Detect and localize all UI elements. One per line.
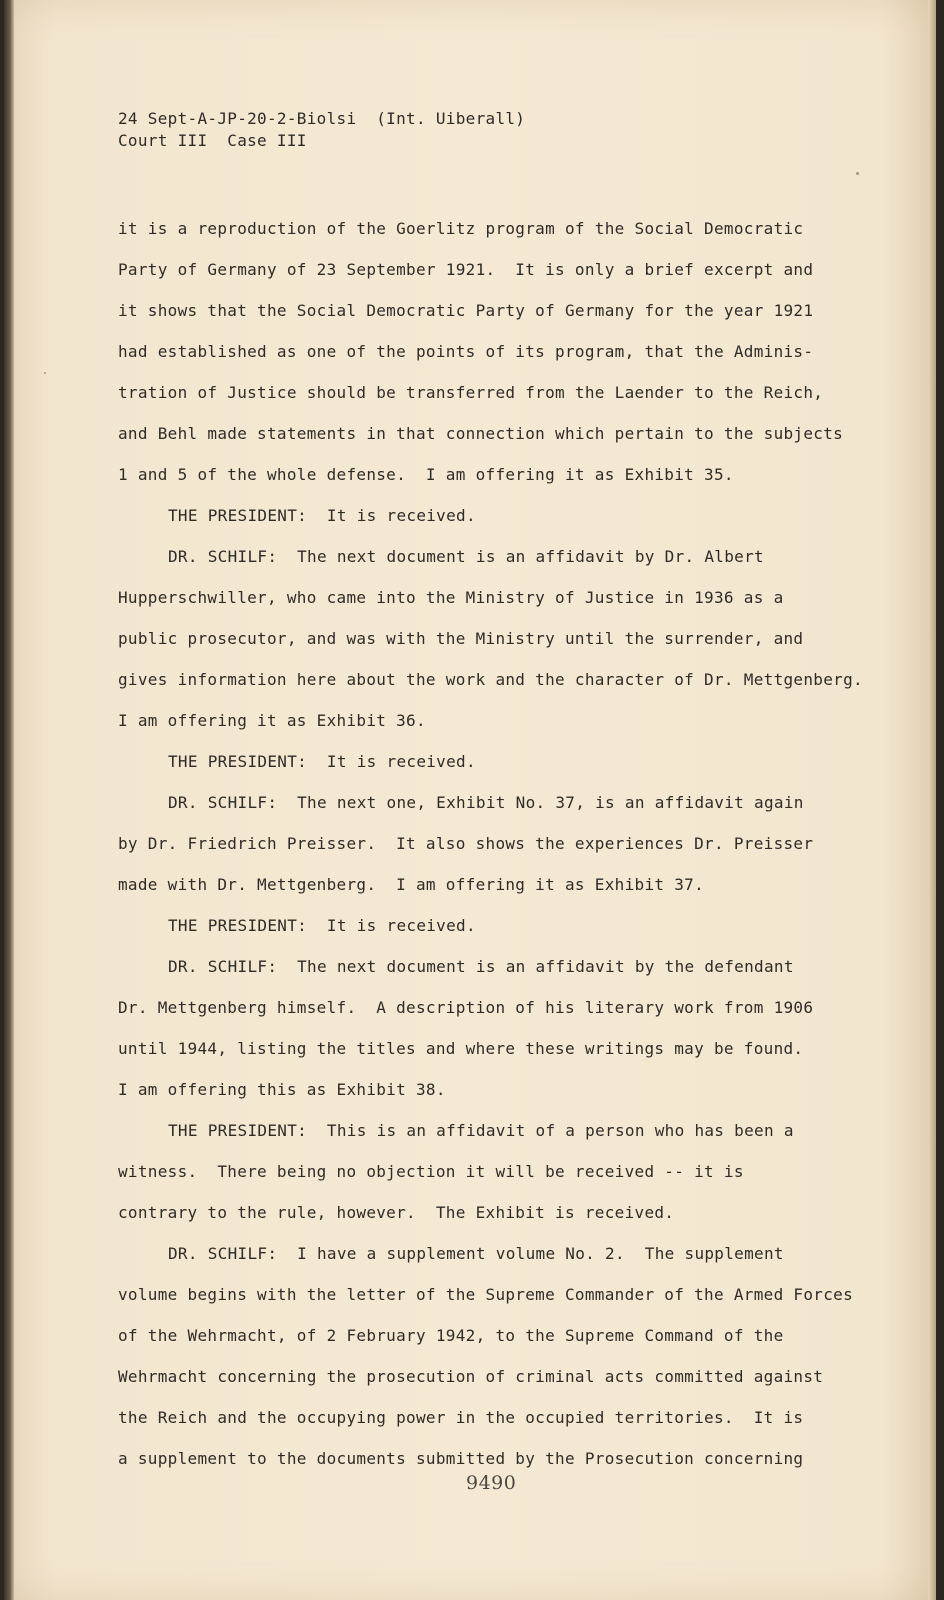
page-number: 9490 bbox=[466, 1472, 517, 1494]
text-line: volume begins with the letter of the Supreme Commander of the Armed Forces bbox=[118, 1285, 854, 1304]
text-line: the Reich and the occupying power in the occupied territories. It is bbox=[118, 1408, 804, 1427]
paper-speck bbox=[856, 172, 859, 175]
text-line: I am offering it as Exhibit 36. bbox=[118, 711, 426, 730]
text-line: by Dr. Friedrich Preisser. It also shows the experiences Dr. Preisser bbox=[118, 834, 814, 853]
text-line: it is a reproduction of the Goerlitz program of the Social Democratic bbox=[118, 219, 804, 238]
text-line: witness. There being no objection it will be received -- it is bbox=[118, 1162, 744, 1181]
text-line: Party of Germany of 23 September 1921. It is only a brief excerpt and bbox=[118, 260, 814, 279]
binding-edge bbox=[4, 0, 14, 1600]
text-line: public prosecutor, and was with the Ministry until the surrender, and bbox=[118, 629, 804, 648]
text-line: 1 and 5 of the whole defense. I am offering it as Exhibit 35. bbox=[118, 465, 734, 484]
transcript-body bbox=[118, 208, 878, 1479]
page-edge bbox=[928, 0, 936, 1600]
speaker-line: DR. SCHILF: The next one, Exhibit No. 37, is an affidavit again bbox=[168, 793, 804, 812]
text-line: of the Wehrmacht, of 2 February 1942, to the Supreme Command of the bbox=[118, 1326, 784, 1345]
speaker-line: THE PRESIDENT: It is received. bbox=[168, 916, 476, 935]
speaker-line: THE PRESIDENT: It is received. bbox=[168, 506, 476, 525]
speaker-line: DR. SCHILF: The next document is an affidavit by the defendant bbox=[168, 957, 794, 976]
speaker-line: DR. SCHILF: The next document is an affidavit by Dr. Albert bbox=[168, 547, 764, 566]
text-line: contrary to the rule, however. The Exhibit is received. bbox=[118, 1203, 675, 1222]
text-line: I am offering this as Exhibit 38. bbox=[118, 1080, 446, 1099]
speaker-line: THE PRESIDENT: It is received. bbox=[168, 752, 476, 771]
text-line: had established as one of the points of its program, that the Adminis- bbox=[118, 342, 814, 361]
text-line: it shows that the Social Democratic Party of Germany for the year 1921 bbox=[118, 301, 814, 320]
text-line: gives information here about the work and the character of Dr. Mettgenberg. bbox=[118, 670, 863, 689]
header-reference-line: 24 Sept-A-JP-20-2-Biolsi (Int. Uiberall) bbox=[118, 109, 526, 128]
header-court-line: Court III Case III bbox=[118, 131, 307, 150]
text-line: Dr. Mettgenberg himself. A description of his literary work from 1906 bbox=[118, 998, 814, 1017]
text-line: until 1944, listing the titles and where these writings may be found. bbox=[118, 1039, 804, 1058]
speaker-line: DR. SCHILF: I have a supplement volume No. 2. The supplement bbox=[168, 1244, 784, 1263]
paper-speck bbox=[44, 372, 46, 374]
text-line: Wehrmacht concerning the prosecution of criminal acts committed against bbox=[118, 1367, 824, 1386]
document-header bbox=[118, 108, 525, 152]
document-page bbox=[4, 0, 936, 1600]
text-line: made with Dr. Mettgenberg. I am offering it as Exhibit 37. bbox=[118, 875, 705, 894]
speaker-line: THE PRESIDENT: This is an affidavit of a person who has been a bbox=[168, 1121, 794, 1140]
text-line: Hupperschwiller, who came into the Ministry of Justice in 1936 as a bbox=[118, 588, 784, 607]
text-line: tration of Justice should be transferred from the Laender to the Reich, bbox=[118, 383, 824, 402]
text-line: and Behl made statements in that connection which pertain to the subjects bbox=[118, 424, 844, 443]
text-line: a supplement to the documents submitted by the Prosecution concerning bbox=[118, 1449, 804, 1468]
